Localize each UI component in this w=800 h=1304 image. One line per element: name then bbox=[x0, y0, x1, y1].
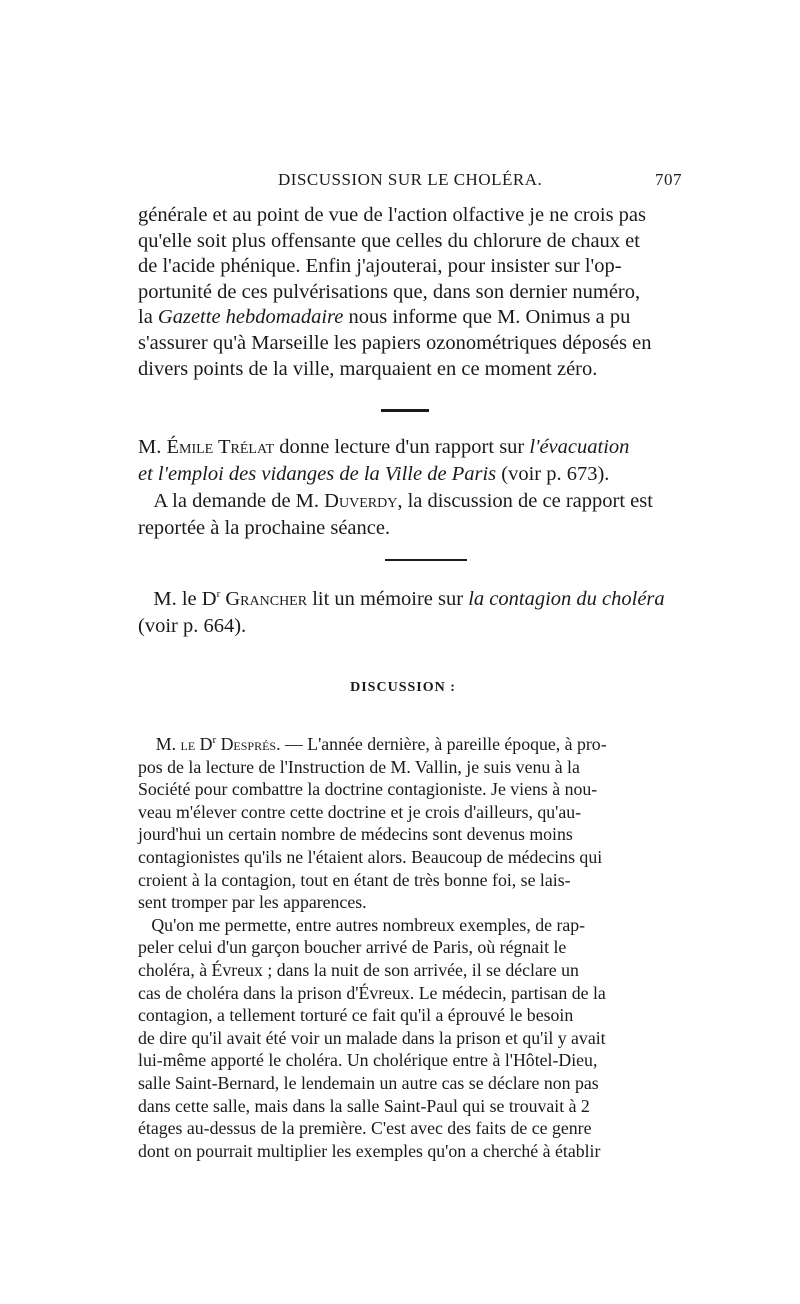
text-line: croient à la contagion, tout en étant de très bonne foi, se lais- bbox=[138, 869, 571, 890]
superscript: r bbox=[212, 734, 217, 747]
text-line: cas de choléra dans la prison d'Évreux. Le médecin, partisan de la bbox=[138, 982, 606, 1003]
text-line bbox=[138, 305, 668, 331]
text-line: qu'elle soit plus offensante que celles du chlorure de chaux et bbox=[138, 229, 640, 252]
text-line bbox=[138, 914, 668, 937]
text-line: portunité de ces pulvérisations que, dans son dernier numéro, bbox=[138, 280, 641, 303]
speaker-name: Grancher bbox=[225, 588, 308, 610]
running-title: DISCUSSION SUR LE CHOLÉRA. bbox=[278, 170, 543, 189]
text-fragment: le bbox=[180, 734, 196, 754]
text-line: de l'acide phénique. Enfin j'ajouterai, pour insister sur l'op- bbox=[138, 255, 622, 278]
text-line: s'assurer qu'à Marseille les papiers ozonométriques déposés en bbox=[138, 331, 652, 354]
report-title: l'évacuation bbox=[529, 436, 630, 458]
memoir-title: la contagion du choléra bbox=[468, 588, 665, 610]
page-number: 707 bbox=[655, 170, 682, 189]
text-line: reportée à la prochaine séance. bbox=[138, 517, 391, 539]
text-line: pos de la lecture de l'Instruction de M. Vallin, je suis venu à la bbox=[138, 756, 580, 777]
report-title: et l'emploi des vidanges de la Ville de Paris bbox=[138, 463, 497, 485]
text-fragment: Qu'on me permette, entre autres nombreux exemples, de rap- bbox=[151, 914, 586, 935]
paragraph-olfactive bbox=[138, 203, 668, 382]
text-line: dont on pourrait multiplier les exemples qu'on a cherché à établir bbox=[138, 1140, 601, 1161]
text-fragment: M. bbox=[155, 734, 181, 754]
text-line: jourd'hui un certain nombre de médecins sont devenus moins bbox=[138, 824, 573, 845]
journal-title: Gazette hebdomadaire bbox=[157, 306, 344, 329]
text-fragment: M. bbox=[138, 436, 167, 458]
superscript: r bbox=[216, 588, 221, 601]
speaker-name: Després bbox=[220, 734, 277, 754]
section-divider bbox=[385, 559, 467, 561]
text-line: divers points de la ville, marquaient en ce moment zéro. bbox=[138, 357, 598, 380]
text-line: choléra, à Évreux ; dans la nuit de son arrivée, il se déclare un bbox=[138, 959, 579, 980]
text-line bbox=[138, 488, 668, 515]
text-line: peler celui d'un garçon boucher arrivé de Paris, où régnait le bbox=[138, 937, 567, 958]
text-fragment: donne lecture d'un rapport sur bbox=[274, 436, 530, 458]
text-line: sent tromper par les apparences. bbox=[138, 892, 367, 913]
paragraph-despres bbox=[138, 733, 668, 1162]
paragraph-grancher bbox=[138, 586, 668, 640]
text-line: de dire qu'il avait été voir un malade dans la prison et qu'il y avait bbox=[138, 1027, 606, 1048]
text-line: contagionistes qu'ils ne l'étaient alors. Beaucoup de médecins qui bbox=[138, 846, 603, 867]
section-heading: DISCUSSION : bbox=[350, 680, 456, 695]
text-fragment: la bbox=[138, 306, 158, 329]
text-fragment: A la demande de M. bbox=[153, 490, 325, 512]
text-line: générale et au point de vue de l'action olfactive je ne crois pas bbox=[138, 204, 647, 226]
text-fragment: nous informe que M. Onimus a pu bbox=[343, 306, 631, 329]
text-line: contagion, a tellement torturé ce fait qu'il a éprouvé le besoin bbox=[138, 1005, 574, 1026]
text-fragment: lit un mémoire sur bbox=[307, 588, 469, 610]
text-line bbox=[138, 586, 668, 613]
text-line: veau m'élever contre cette doctrine et je crois d'ailleurs, qu'au- bbox=[138, 801, 582, 822]
page-reference: (voir p. 673). bbox=[496, 463, 610, 485]
paragraph-trelat bbox=[138, 434, 668, 542]
text-line: dans cette salle, mais dans la salle Saint-Paul qui se trouvait à 2 bbox=[138, 1095, 590, 1116]
text-line bbox=[138, 461, 668, 488]
text-fragment: , la discussion de ce rapport est bbox=[397, 490, 653, 512]
text-fragment: . — L'année dernière, à pareille époque, à pro- bbox=[276, 734, 607, 754]
text-fragment: M. le D bbox=[153, 588, 217, 610]
text-line: Société pour combattre la doctrine contagioniste. Je viens à nou- bbox=[138, 779, 598, 800]
running-header bbox=[138, 170, 682, 196]
text-line: (voir p. 664). bbox=[138, 615, 247, 637]
text-fragment: D bbox=[195, 734, 213, 754]
text-line bbox=[138, 434, 668, 461]
text-line bbox=[138, 733, 668, 756]
speaker-name: Émile Trélat bbox=[166, 436, 275, 458]
text-line: salle Saint-Bernard, le lendemain un autre cas se déclare non pas bbox=[138, 1072, 599, 1093]
section-divider bbox=[381, 409, 429, 412]
text-line: lui-même apporté le choléra. Un cholérique entre à l'Hôtel-Dieu, bbox=[138, 1050, 598, 1071]
person-name: Duverdy bbox=[324, 490, 398, 512]
text-line: étages au-dessus de la première. C'est avec des faits de ce genre bbox=[138, 1118, 592, 1139]
